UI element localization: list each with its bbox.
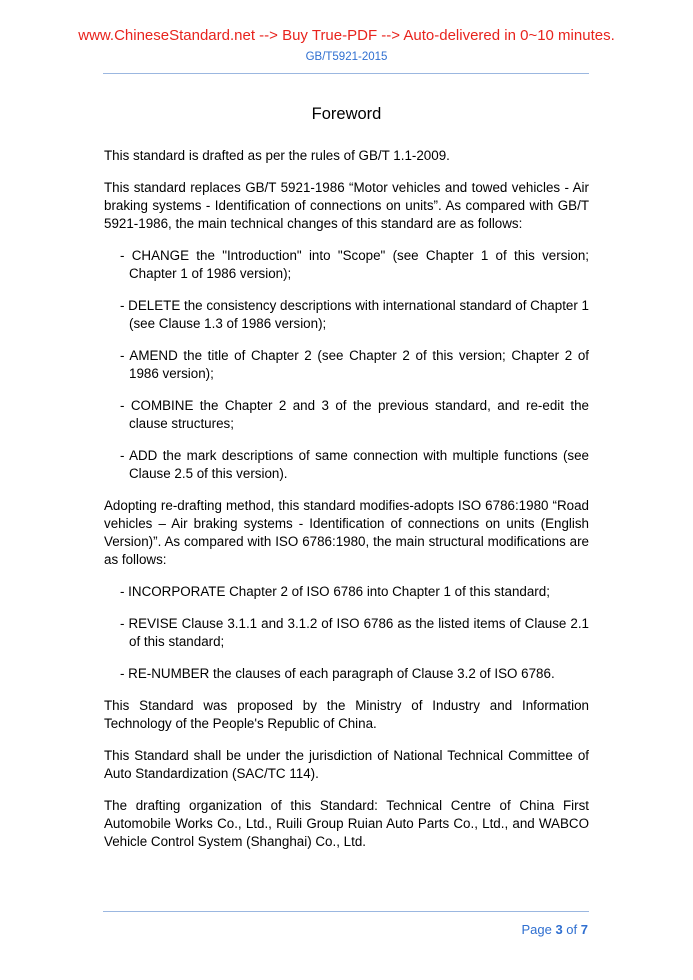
footer-divider [103,911,589,912]
paragraph-proposed-by: This Standard was proposed by the Ministry of Industry and Information Technology of the People's Republic of China. [104,698,589,731]
document-body [104,147,589,865]
page-total: 7 [580,922,588,937]
list-item-combine: - COMBINE the Chapter 2 and 3 of the previous standard, and re-edit the clause structures; [120,398,589,431]
page-current: 3 [555,922,563,937]
page-number [521,922,588,938]
paragraph-drafting-organization: The drafting organization of this Standard: Technical Centre of China First Automobile Works Co., Ltd., Ruili Group Ruian Auto Parts Co., Ltd., and WABCO Vehicle Control System (Shanghai) Co., Ltd. [104,798,589,849]
list-item-delete: - DELETE the consistency descriptions with international standard of Chapter 1 (see Clause 1.3 of 1986 version); [120,298,589,331]
paragraph-drafting-rules: This standard is drafted as per the rules of GB/T 1.1-2009. [104,148,450,163]
list-item-change: - CHANGE the "Introduction" into "Scope" (see Chapter 1 of this version; Chapter 1 of 1986 version); [120,248,589,281]
list-item-amend: - AMEND the title of Chapter 2 (see Chapter 2 of this version; Chapter 2 of 1986 version); [120,348,589,381]
list-item-incorporate: - INCORPORATE Chapter 2 of ISO 6786 into Chapter 1 of this standard; [120,584,550,599]
list-item-add: - ADD the mark descriptions of same connection with multiple functions (see Clause 2.5 of this version). [120,448,589,481]
header-divider [103,73,589,74]
standard-number: GB/T5921-2015 [305,51,388,63]
list-item-revise: - REVISE Clause 3.1.1 and 3.1.2 of ISO 6786 as the listed items of Clause 2.1 of this standard; [120,616,589,649]
page-title: Foreword [311,105,382,123]
paragraph-replaces: This standard replaces GB/T 5921-1986 “Motor vehicles and towed vehicles - Air braking systems - Identification of connections on units”. As compared with GB/T 5921-1986, the main technical changes of this standard are as follows: [104,180,589,231]
paragraph-adoption: Adopting re-drafting method, this standard modifies-adopts ISO 6786:1980 “Road vehicles – Air braking systems - Identification of connections on units (English Version)”. As compared with ISO 6786:1980, the main structural modifications are as follows: [104,498,589,567]
page-label: Page [521,922,552,937]
paragraph-jurisdiction: This Standard shall be under the jurisdiction of National Technical Committee of Auto Standardization (SAC/TC 114). [104,748,589,781]
page-of-label: of [566,922,578,937]
promo-banner-link[interactable]: www.ChineseStandard.net --> Buy True-PDF --> Auto-delivered in 0~10 minutes. [78,27,615,44]
list-item-renumber: - RE-NUMBER the clauses of each paragraph of Clause 3.2 of ISO 6786. [120,666,555,681]
